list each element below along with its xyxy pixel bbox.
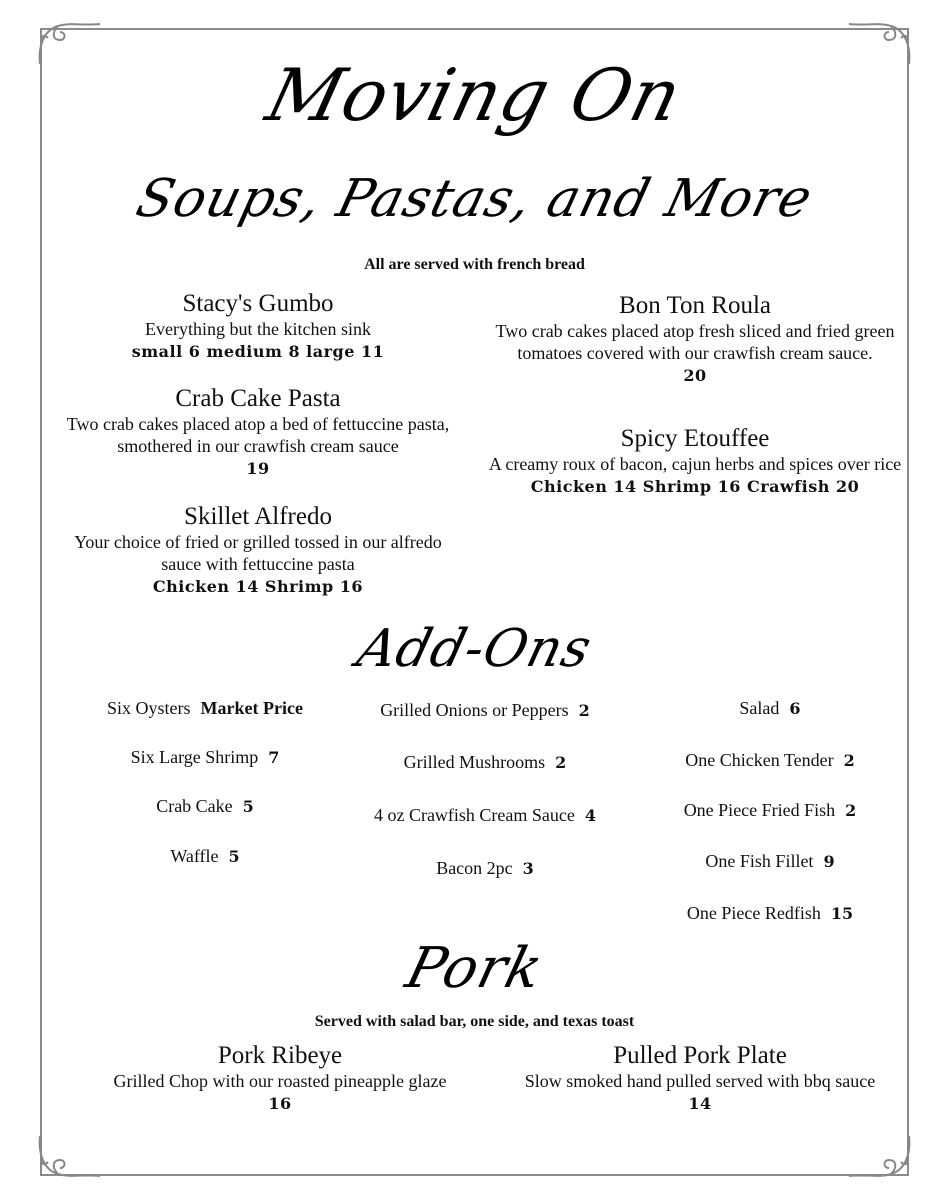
addon-price: 7: [268, 748, 280, 767]
item-price: 20: [683, 366, 707, 385]
section-heading-soups: Soups, Pastas, and More: [130, 169, 819, 229]
item-description: Everything but the kitchen sink: [145, 319, 371, 339]
item-price: 16: [268, 1094, 292, 1113]
menu-item: [52, 290, 464, 364]
menu-item: [482, 292, 908, 388]
addon-name: One Chicken Tender: [685, 750, 834, 770]
item-name: Stacy's Gumbo: [182, 290, 334, 317]
item-name: Pork Ribeye: [217, 1042, 343, 1069]
addon-item: [60, 846, 350, 867]
addon-item: [340, 805, 630, 826]
addon-name: One Piece Redfish: [686, 903, 821, 923]
addon-item: [630, 903, 910, 924]
addon-name: 4 oz Crawfish Cream Sauce: [373, 805, 575, 825]
addon-price: 2: [845, 801, 857, 820]
item-price: Chicken 14 Shrimp 16: [152, 577, 364, 596]
addon-price: 15: [830, 904, 854, 923]
addon-name: One Fish Fillet: [705, 851, 814, 871]
item-price: 14: [688, 1094, 712, 1113]
addon-item: [630, 698, 910, 719]
menu-item: [62, 503, 454, 599]
item-name: Crab Cake Pasta: [175, 385, 341, 412]
item-name: Spicy Etouffee: [620, 425, 770, 452]
section-heading-pork: Pork: [399, 936, 550, 1001]
corner-ornament: [845, 1134, 915, 1184]
addon-name: Crab Cake: [156, 796, 233, 816]
addon-item: [630, 851, 910, 872]
addon-price: 6: [789, 699, 801, 718]
addon-price: 4: [584, 806, 597, 825]
item-description: A creamy roux of bacon, cajun herbs and spices over rice: [488, 454, 902, 474]
addon-price: 5: [228, 847, 240, 866]
addon-item: [340, 700, 630, 721]
addon-name: Grilled Onions or Peppers: [380, 700, 569, 720]
section-heading-addons: Add-Ons: [351, 619, 598, 679]
item-name: Skillet Alfredo: [184, 503, 332, 530]
menu-item: [520, 1042, 880, 1116]
item-description: Two crab cakes placed atop fresh sliced and fried green tomatoes covered with our crawfish cream sauce.: [495, 321, 895, 363]
section-note-pork: Served with salad bar, one side, and texas toast: [314, 1013, 635, 1030]
menu-item: [60, 1042, 500, 1116]
item-description: Your choice of fried or grilled tossed in our alfredo sauce with fettuccine pasta: [74, 532, 442, 574]
item-description: Two crab cakes placed atop a bed of fettuccine pasta, smothered in our crawfish cream sauce: [66, 414, 450, 456]
addon-price: 2: [555, 753, 567, 772]
addon-name: Salad: [739, 698, 780, 718]
addon-name: Six Oysters: [107, 698, 191, 718]
addon-name: Grilled Mushrooms: [403, 752, 546, 772]
addon-price: 3: [522, 859, 534, 878]
corner-ornament: [34, 1134, 104, 1184]
addon-name: One Piece Fried Fish: [683, 800, 836, 820]
section-note-soups: All are served with french bread: [364, 256, 585, 273]
menu-item: [52, 385, 464, 481]
addon-name: Waffle: [170, 846, 219, 866]
item-price: small 6 medium 8 large 11: [131, 342, 385, 361]
addon-price: 5: [242, 797, 254, 816]
addon-item: [60, 698, 350, 719]
addon-price: Market Price: [200, 698, 303, 718]
item-name: Pulled Pork Plate: [613, 1042, 787, 1069]
addon-price: 2: [843, 751, 855, 770]
menu-item: [482, 425, 908, 499]
addon-name: Six Large Shrimp: [130, 747, 259, 767]
item-name: Bon Ton Roula: [619, 292, 771, 319]
item-description: Slow smoked hand pulled served with bbq sauce: [524, 1071, 876, 1091]
addon-item: [340, 858, 630, 879]
addon-item: [630, 750, 910, 771]
addon-item: [340, 752, 630, 773]
item-description: Grilled Chop with our roasted pineapple glaze: [113, 1071, 447, 1091]
page-title: Moving On: [258, 53, 691, 137]
item-price: 19: [246, 459, 270, 478]
addon-item: [60, 796, 350, 817]
addon-price: 9: [823, 852, 835, 871]
addon-name: Bacon 2pc: [436, 858, 513, 878]
addon-item: [60, 747, 350, 768]
addon-item: [630, 800, 910, 821]
item-price: Chicken 14 Shrimp 16 Crawfish 20: [530, 477, 860, 496]
addon-price: 2: [578, 701, 590, 720]
